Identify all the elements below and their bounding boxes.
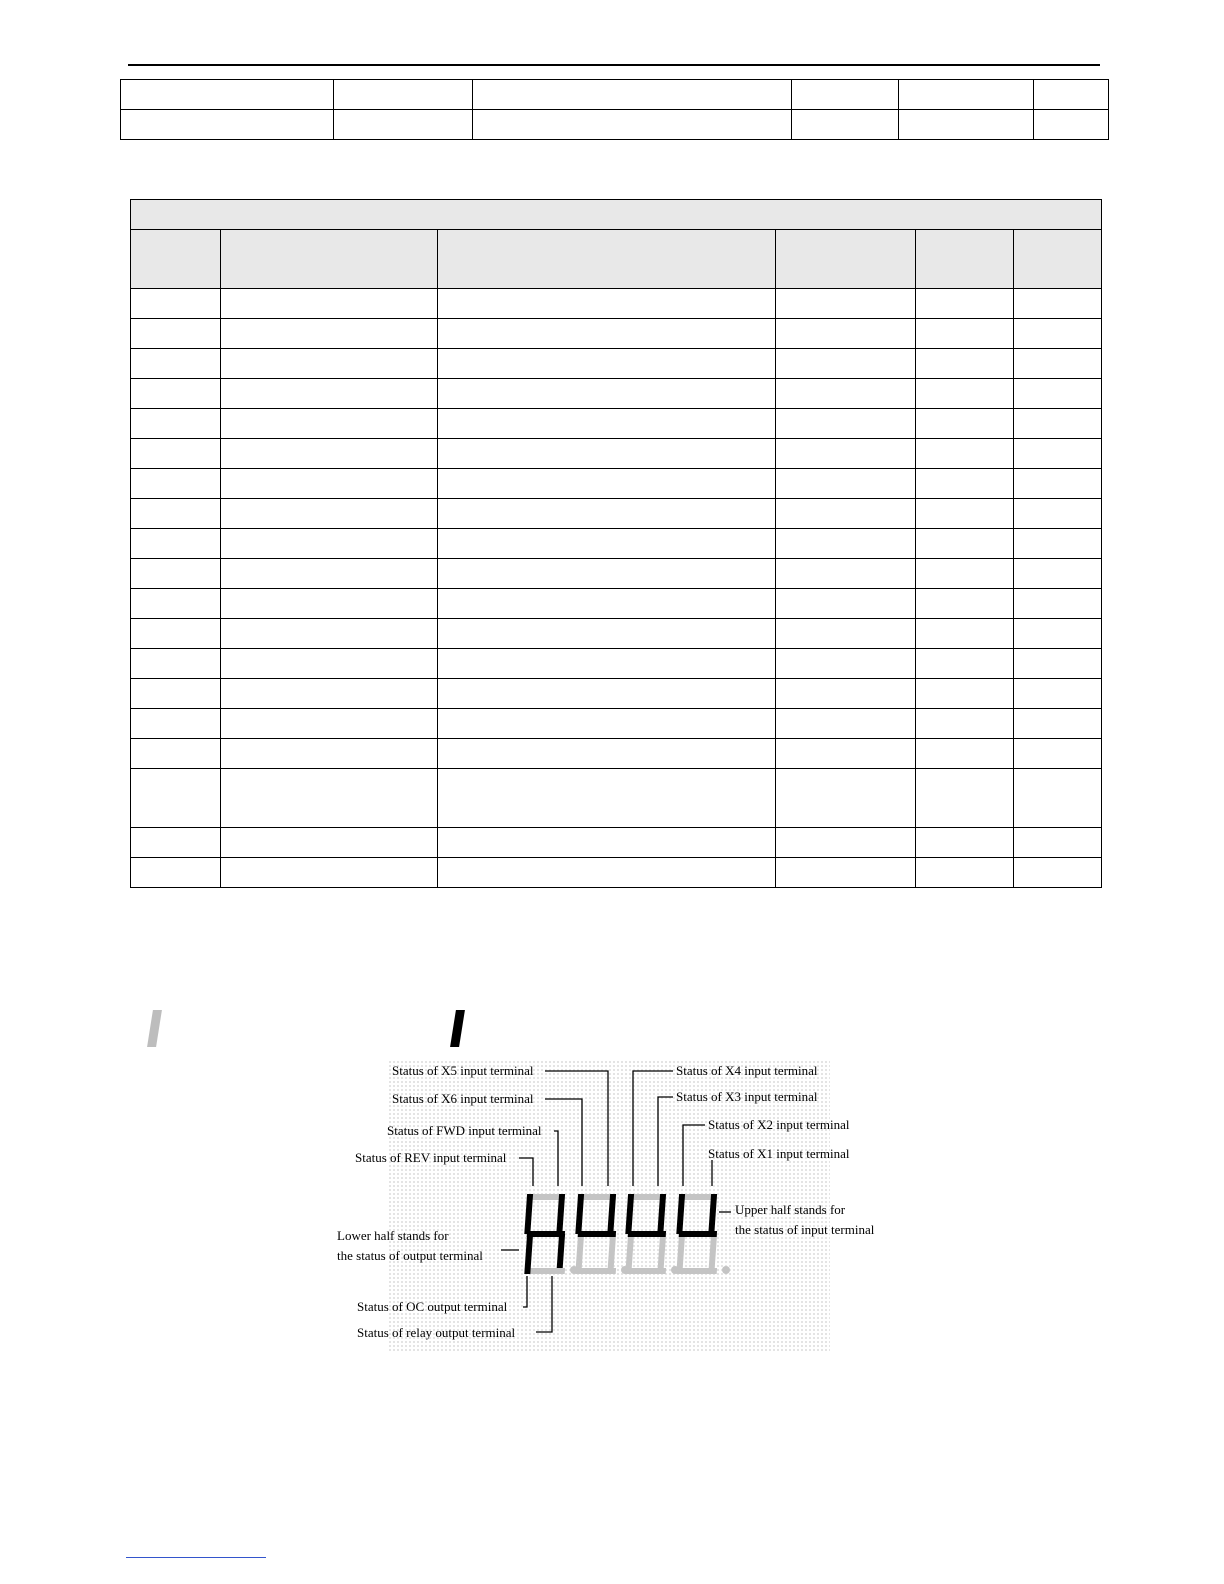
leader-relay <box>536 1276 552 1332</box>
digit-4-segment-f <box>676 1194 685 1234</box>
leader-oc <box>523 1276 527 1307</box>
digit-3-segment-f <box>625 1194 634 1234</box>
digit-4-decimal-point <box>722 1266 730 1274</box>
digit-3-segment-d <box>628 1268 666 1274</box>
label-rev: Status of REV input terminal <box>355 1150 507 1165</box>
footer-link-underline <box>126 1557 266 1558</box>
label-lower-half-1: Lower half stands for <box>337 1228 449 1243</box>
seven-segment-display <box>524 1194 730 1274</box>
digit-1-segment-g <box>527 1231 565 1237</box>
digit-4-segment-g <box>679 1231 717 1237</box>
label-oc-output: Status of OC output terminal <box>357 1299 508 1314</box>
digit-1-segment-d <box>527 1268 565 1274</box>
digit-2-segment-f <box>575 1194 584 1234</box>
digit-1-segment-f <box>524 1194 533 1234</box>
label-lower-half-2: the status of output terminal <box>337 1248 483 1263</box>
leader-lines <box>501 1071 731 1332</box>
label-x2: Status of X2 input terminal <box>708 1117 850 1132</box>
digit-2-segment-d <box>578 1268 616 1274</box>
leader-x5 <box>545 1071 608 1186</box>
label-x3: Status of X3 input terminal <box>676 1089 818 1104</box>
label-upper-half-2: the status of input terminal <box>735 1222 875 1237</box>
leader-x3 <box>658 1097 673 1186</box>
digit-2-segment-g <box>578 1231 616 1237</box>
leader-x6 <box>545 1099 582 1186</box>
label-x1: Status of X1 input terminal <box>708 1146 850 1161</box>
leader-x2 <box>683 1125 705 1186</box>
leader-rev <box>519 1158 533 1186</box>
label-x6: Status of X6 input terminal <box>392 1091 534 1106</box>
label-relay-output: Status of relay output terminal <box>357 1325 516 1340</box>
leader-fwd <box>554 1131 558 1186</box>
digit-3-segment-g <box>628 1231 666 1237</box>
label-x4: Status of X4 input terminal <box>676 1063 818 1078</box>
label-x5: Status of X5 input terminal <box>392 1063 534 1078</box>
digit-4-segment-d <box>679 1268 717 1274</box>
label-fwd: Status of FWD input terminal <box>387 1123 542 1138</box>
leader-x4 <box>633 1071 673 1186</box>
label-upper-half-1: Upper half stands for <box>735 1202 846 1217</box>
